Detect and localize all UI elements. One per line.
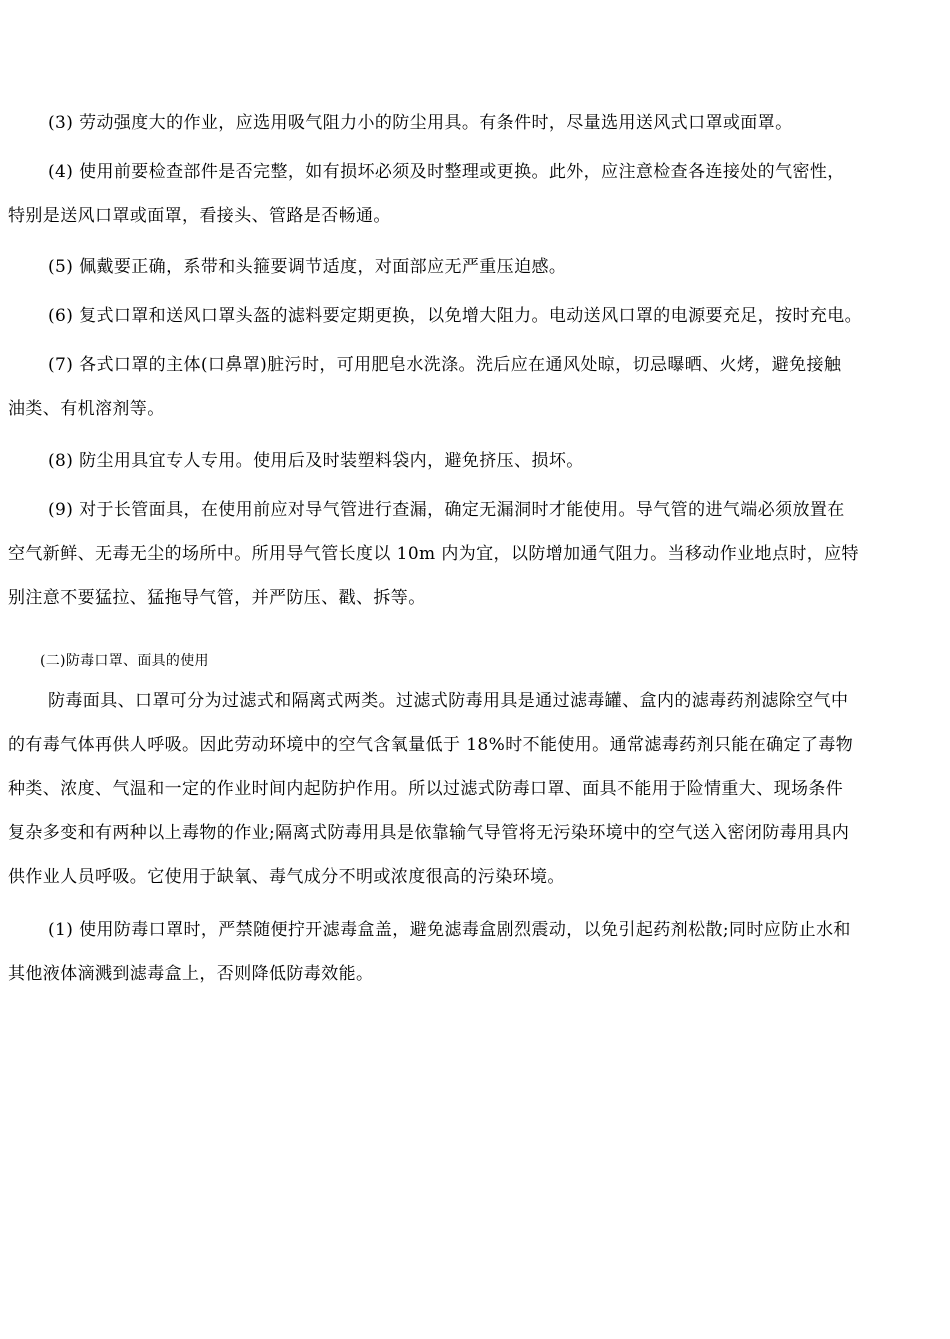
paragraph-line: (4) 使用前要检查部件是否完整，如有损坏必须及时整理或更换。此外，应注意检查各连接处的气密性， bbox=[48, 162, 845, 182]
intro-paragraph bbox=[8, 679, 853, 899]
paragraph-line: 其他液体滴溅到滤毒盒上，否则降低防毒效能。 bbox=[8, 964, 374, 984]
paragraph-line: 别注意不要猛拉、猛拖导气管，并严防压、戳、拆等。 bbox=[8, 588, 426, 608]
paragraph-line: 特别是送风口罩或面罩，看接头、管路是否畅通。 bbox=[8, 206, 391, 226]
section-heading: (二)防毒口罩、面具的使用 bbox=[40, 653, 209, 669]
paragraph-line: (5) 佩戴要正确，系带和头箍要调节适度，对面部应无严重压迫感。 bbox=[48, 257, 567, 277]
paragraph-item-7 bbox=[8, 343, 841, 431]
paragraph-line: 种类、浓度、气温和一定的作业时间内起防护作用。所以过滤式防毒口罩、面具不能用于险情重大、现场条件 bbox=[8, 779, 844, 799]
paragraph-line: 复杂多变和有两种以上毒物的作业;隔离式防毒用具是依靠输气导管将无污染环境中的空气送入密闭防毒用具内 bbox=[8, 823, 850, 843]
paragraph-line: 的有毒气体再供人呼吸。因此劳动环境中的空气含氧量低于 18%时不能使用。通常滤毒药剂只能在确定了毒物 bbox=[8, 735, 854, 755]
paragraph-line: (1) 使用防毒口罩时，严禁随便拧开滤毒盒盖，避免滤毒盒剧烈震动，以免引起药剂松散;同时应防止水和 bbox=[48, 920, 851, 940]
paragraph-line: 油类、有机溶剂等。 bbox=[8, 399, 165, 419]
paragraph-line: 空气新鲜、无毒无尘的场所中。所用导气管长度以 10m 内为宜，以防增加通气阻力。当移动作业地点时，应特 bbox=[8, 544, 859, 564]
paragraph-line: (8) 防尘用具宜专人专用。使用后及时装塑料袋内，避免挤压、损坏。 bbox=[48, 451, 584, 471]
paragraph-line: (9) 对于长管面具，在使用前应对导气管进行查漏，确定无漏洞时才能使用。导气管的进气端必须放置在 bbox=[48, 500, 845, 520]
paragraph-item-5 bbox=[8, 245, 566, 289]
paragraph-line: 防毒面具、口罩可分为过滤式和隔离式两类。过滤式防毒用具是通过滤毒罐、盒内的滤毒药剂滤除空气中 bbox=[48, 691, 849, 711]
paragraph-line: (6) 复式口罩和送风口罩头盔的滤料要定期更换，以免增大阻力。电动送风口罩的电源要充足，按时充电。 bbox=[48, 306, 863, 326]
paragraph-item-6 bbox=[8, 294, 862, 338]
paragraph-item-8 bbox=[8, 439, 584, 483]
paragraph-item-9 bbox=[8, 488, 859, 620]
paragraph-item-1 bbox=[8, 908, 851, 996]
paragraph-line: (7) 各式口罩的主体(口鼻罩)脏污时，可用肥皂水洗涤。洗后应在通风处晾，切忌曝晒、火烤，避免接触 bbox=[48, 355, 842, 375]
paragraph-line: 供作业人员呼吸。它使用于缺氧、毒气成分不明或浓度很高的污染环境。 bbox=[8, 867, 565, 887]
paragraph-line: (3) 劳动强度大的作业，应选用吸气阻力小的防尘用具。有条件时，尽量选用送风式口罩或面罩。 bbox=[48, 113, 793, 133]
paragraph-item-3 bbox=[8, 101, 792, 145]
paragraph-item-4 bbox=[8, 150, 845, 238]
